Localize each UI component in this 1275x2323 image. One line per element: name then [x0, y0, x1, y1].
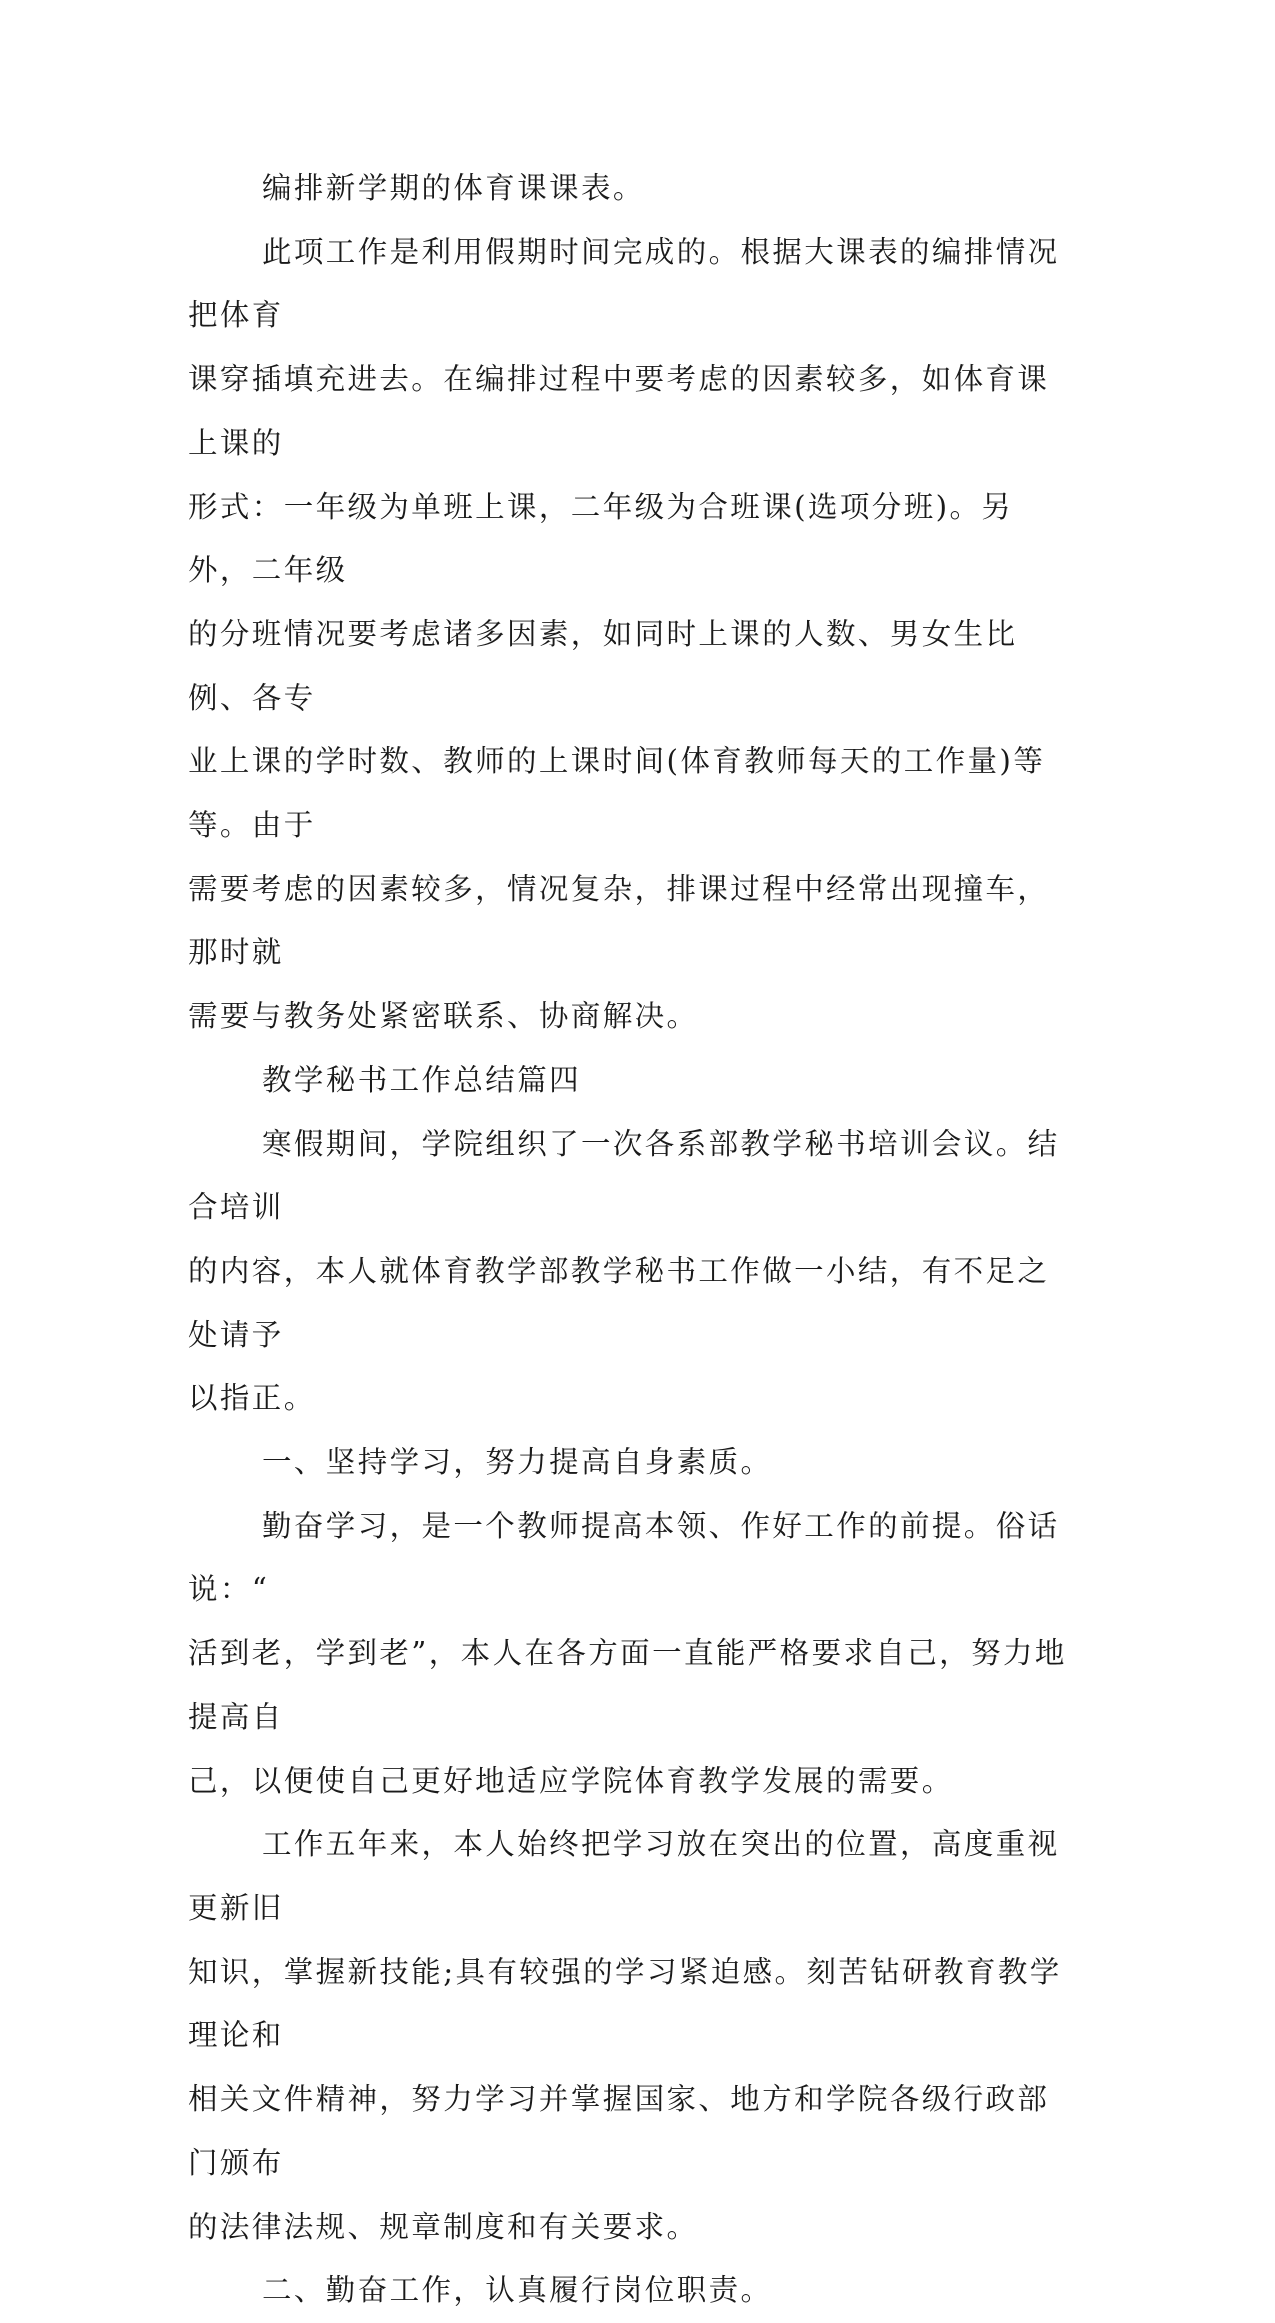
paragraph-first-line: 工作五年来，本人始终把学习放在突出的位置，高度重视更新旧 — [188, 1827, 1060, 1925]
document-body — [188, 157, 1068, 2323]
paragraph-line: 需要考虑的因素较多，情况复杂，排课过程中经常出现撞车，那时就 — [188, 871, 1050, 970]
paragraph-first-line: 寒假期间，学院组织了一次各系部教学秘书培训会议。结合培训 — [188, 1126, 1060, 1225]
paragraph-line: 业上课的学时数、教师的上课时间(体育教师每天的工作量)等等。由于 — [188, 744, 1046, 843]
paragraph-line: 己，以便使自己更好地适应学院体育教学发展的需要。 — [188, 1763, 954, 1798]
paragraph-first-line: 教学秘书工作总结篇四 — [262, 1062, 582, 1097]
paragraph-line: 形式：一年级为单班上课，二年级为合班课(选项分班)。另外，二年级 — [188, 489, 1014, 588]
paragraph-line: 的内容，本人就体育教学部教学秘书工作做一小结，有不足之处请予 — [188, 1253, 1050, 1352]
paragraph-first-line: 一、坚持学习，努力提高自身素质。 — [262, 1445, 773, 1480]
paragraph-line: 课穿插填充进去。在编排过程中要考虑的因素较多，如体育课上课的 — [188, 362, 1050, 460]
paragraph-line: 的分班情况要考虑诸多因素，如同时上课的人数、男女生比例、各专 — [188, 616, 1018, 715]
paragraph-line: 需要与教务处紧密联系、协商解决。 — [188, 999, 699, 1034]
paragraph-line: 以指正。 — [188, 1381, 316, 1416]
paragraph-line: 活到老，学到老”，本人在各方面一直能严格要求自己，努力地提高自 — [188, 1636, 1067, 1734]
paragraph-first-line: 此项工作是利用假期时间完成的。根据大课表的编排情况把体育 — [188, 234, 1060, 333]
paragraph-line: 知识，掌握新技能;具有较强的学习紧迫感。刻苦钻研教育教学理论和 — [188, 1954, 1062, 2053]
paragraph-first-line: 编排新学期的体育课课表。 — [262, 171, 645, 205]
paragraph-line: 相关文件精神，努力学习并掌握国家、地方和学院各级行政部门颁布 — [188, 2082, 1050, 2180]
paragraph-first-line: 勤奋学习，是一个教师提高本领、作好工作的前提。俗话说：“ — [188, 1508, 1060, 1607]
paragraph-line: 的法律法规、规章制度和有关要求。 — [188, 2209, 699, 2244]
paragraph-first-line: 二、勤奋工作，认真履行岗位职责。 — [262, 2273, 773, 2308]
